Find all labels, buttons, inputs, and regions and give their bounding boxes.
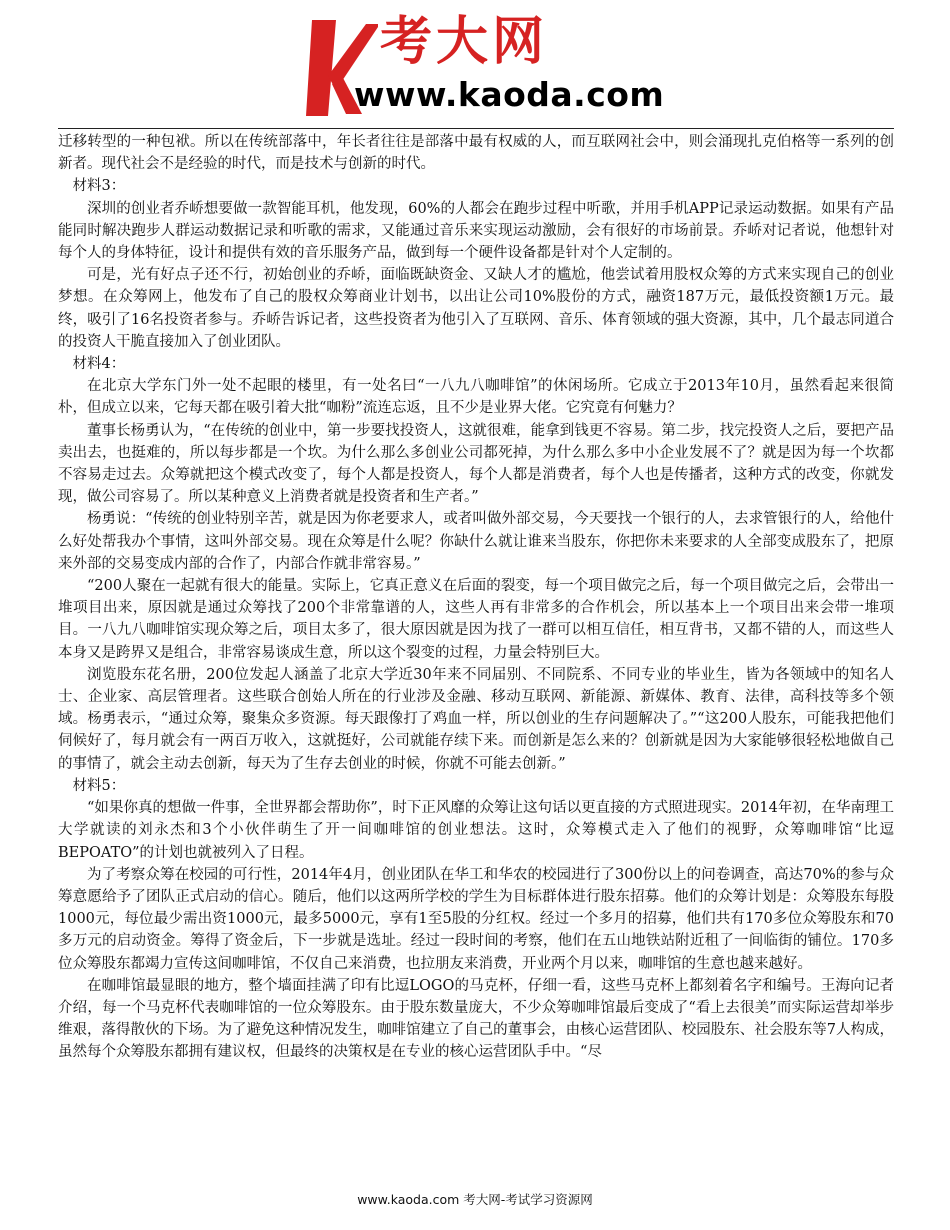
paragraph: 杨勇说：“传统的创业特别辛苦，就是因为你老要求人，或者叫做外部交易，今天要找一个银行的人，去求管银行的人，给他什么好处帮我办个事情，这叫外部交易。现在众筹是什么呢？你缺什么就让谁来当股东，你把你未来要求的人全部变成股东了，把原来外部的交易变成内部的合作了，内部合作就非常容易。”: [58, 511, 894, 572]
paragraph: “如果你真的想做一件事，全世界都会帮助你”，时下正风靡的众筹让这句话以更直接的方式照进现实。2014年初，在华南理工大学就读的刘永杰和3个小伙伴萌生了开一间咖啡馆的创业想法。这时，众筹模式走入了他们的视野，众筹咖啡馆“比逗BEPOATO”的计划也就被列入了日程。: [58, 800, 894, 861]
paragraph: 可是，光有好点子还不行，初始创业的乔峤，面临既缺资金、又缺人才的尴尬，他尝试着用股权众筹的方式来实现自己的创业梦想。在众筹网上，他发布了自己的股权众筹商业计划书，以出让公司10%股份的方式，融资187万元，最低投资额1万元。最终，吸引了16名投资者参与。乔峤告诉记者，这些投资者为他引入了互联网、音乐、体育领域的强大资源，其中，几个最志同道合的投资人干脆直接加入了创业团队。: [58, 267, 894, 350]
paragraph: 董事长杨勇认为，“在传统的创业中，第一步要找投资人，这就很难，能拿到钱更不容易。第二步，找完投资人之后，要把产品卖出去，也挺难的，所以每步都是一个坎。为什么那么多创业公司都死掉，为什么那么多中小企业发展不了？就是因为每一个坎都不容易走过去。众筹就把这个模式改变了，每个人都是投资人，每个人都是消费者，每个人也是传播者，这种方式的改变，你就发现，做公司容易了。所以某种意义上消费者就是投资者和生产者。”: [58, 422, 894, 506]
paragraph: 浏览股东花名册，200位发起人涵盖了北京大学近30年来不同届别、不同院系、不同专业的毕业生，皆为各领域中的知名人士、企业家、高层管理者。这些联合创始人所在的行业涉及金融、移动互联网、新能源、新媒体、教育、法律，高科技等多个领域。杨勇表示，“通过众筹，聚集众多资源。每天跟像打了鸡血一样，所以创业的生存问题解决了。”“这200人股东，可能我把他们伺候好了，每月就会有一两百万收入，这就挺好，公司就能存续下来。而创新是怎么来的？创新就是因为大家能够很轻松地做自己的事情了，就会主动去创新，每天为了生存去创业的时候，你就不可能去创新。”: [58, 666, 894, 772]
kaoda-logo: [306, 6, 665, 124]
page-footer: www.kaoda.com 考大网-考试学习资源网: [357, 1192, 593, 1207]
logo-url: www.kaoda.com: [354, 75, 665, 114]
section-label: 材料3：: [72, 178, 126, 195]
paragraph: 为了考察众筹在校园的可行性，2014年4月，创业团队在华工和华农的校园进行了300份以上的问卷调查，高达70%的参与众筹意愿给予了团队正式启动的信心。随后，他们以这两所学校的学生为目标群体进行股东招募。他们的众筹计划是：众筹股东每股1000元，每位最少需出资1000元，最多5000元，享有1至5股的分红权。经过一个多月的招募，他们共有170多位众筹股东和70多万元的启动资金。筹得了资金后，下一步就是选址。经过一段时间的考察，他们在五山地铁站附近租了一间临街的铺位。170多位众筹股东都竭力宣传这间咖啡馆，不仅自己来消费，也拉朋友来消费，开业两个月以来，咖啡馆的生意也越来越好。: [58, 866, 894, 972]
paragraph: 迁移转型的一种包袱。所以在传统部落中，年长者往往是部落中最有权威的人，而互联网社会中，则会涌现扎克伯格等一系列的创新者。现代社会不是经验的时代，而是技术与创新的时代。: [58, 134, 894, 173]
paragraph: “200人聚在一起就有很大的能量。实际上，它真正意义在后面的裂变，每一个项目做完之后，每一个项目做完之后，会带出一堆项目出来，原因就是通过众筹找了200个非常靠谱的人，这些人再有非常多的合作机会，所以基本上一个项目出来会带一堆项目。一八九八咖啡馆实现众筹之后，项目太多了，很大原因就是因为找了一群可以相互信任，相互背书，又都不错的人，而这些人本身又是跨界又是组合，非常容易谈成生意，所以这个裂变的过程，力量会特别巨大。: [58, 578, 894, 661]
paragraph: 在咖啡馆最显眼的地方，整个墙面挂满了印有比逗LOGO的马克杯，仔细一看，这些马克杯上都刻着名字和编号。王海向记者介绍，每一个马克杯代表咖啡馆的一位众筹股东。由于股东数量庞大，不少众筹咖啡馆最后变成了“看上去很美”而实际运营却举步维艰，落得散伙的下场。为了避免这种情况发生，咖啡馆建立了自己的董事会，由核心运营团队、校园股东、社会股东等7人构成，虽然每个众筹股东都拥有建议权，但最终的决策权是在专业的核心运营团队手中。“尽: [58, 977, 894, 1061]
header-divider: [58, 128, 894, 129]
logo-chinese-name: 考大网: [380, 12, 549, 72]
paragraph: 深圳的创业者乔峤想要做一款智能耳机，他发现，60%的人都会在跑步过程中听歌，并用手机APP记录运动数据。如果有产品能同时解决跑步人群运动数据记录和听歌的需求，又能通过音乐来实现运动激励，会有很好的市场前景。乔峤对记者说，他想针对每个人的身体特征，设计和提供有效的音乐服务产品，做到每一个硬件设备都是针对个人定制的。: [58, 200, 894, 262]
paragraph: 在北京大学东门外一处不起眼的楼里，有一处名曰“一八九八咖啡馆”的休闲场所。它成立于2013年10月，虽然看起来很简朴，但成立以来，它每天都在吸引着大批“咖粉”流连忘返，且不少是业界大佬。它究竟有何魅力？: [58, 378, 894, 417]
document-body: [58, 131, 894, 1064]
section-label: 材料5：: [72, 777, 126, 794]
section-label: 材料4：: [72, 356, 126, 373]
